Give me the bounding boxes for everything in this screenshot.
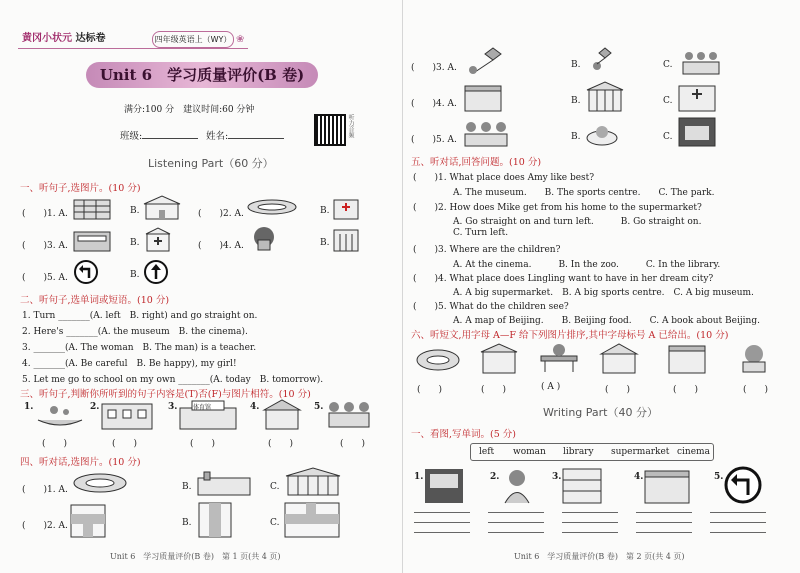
word-library: library <box>563 447 594 457</box>
q4-label: ( )4. A. <box>198 241 244 251</box>
w-num-1: 1. <box>414 472 424 482</box>
s2-item-2: 2. Here's _______(A. the museum B. the cinema). <box>22 327 248 337</box>
s4-q5-c-label: C. <box>663 132 673 142</box>
straight-on-sign-icon <box>144 260 168 284</box>
write-line-1a[interactable] <box>414 512 470 513</box>
s4-q4-label: ( )4. A. <box>411 99 457 109</box>
q4-b-label: B. <box>320 238 330 248</box>
children-group-icon <box>324 398 374 430</box>
s5-q1-opts: A. The museum. B. The sports centre. C. The park. <box>453 188 715 198</box>
write-line-4b[interactable] <box>636 522 692 523</box>
tree-house-icon <box>248 226 280 252</box>
s5-q4-opts: A. A big supermarket. B. A big sports centre. C. A big museum. <box>453 288 754 298</box>
library-building-icon <box>667 344 707 374</box>
s5-q4: ( )4. What place does Lingling want to have in her dream city? <box>413 274 714 284</box>
write-line-5c[interactable] <box>710 532 766 533</box>
supermarket-building-icon <box>463 82 503 112</box>
word-left: left <box>479 447 495 457</box>
write-line-3b[interactable] <box>562 522 618 523</box>
library-scene-icon <box>562 468 602 504</box>
stadium-icon <box>72 472 128 494</box>
s6-answer-3[interactable]: ( A ) <box>541 382 561 392</box>
swirl-icon: ❀ <box>236 34 245 45</box>
school-building-icon <box>142 194 182 220</box>
grade-tab: 四年级英语上（WY） <box>152 31 234 48</box>
q3-b-label: B. <box>130 238 140 248</box>
s5-q5: ( )5. What do the children see? <box>413 302 569 312</box>
s4-q3-label: ( )3. A. <box>411 63 457 73</box>
section-3-title: 三、听句子,判断你所听到的句子内容是(T)否(F)与图片相符。(10 分) <box>20 389 311 400</box>
header-rule <box>18 48 248 49</box>
writing-section-1-title: 一、看图,写单词。(5 分) <box>411 429 516 440</box>
s4-q4-c-label: C. <box>663 96 673 106</box>
road-turn-left-map-icon <box>70 504 106 538</box>
word-supermarket: supermarket <box>611 447 670 457</box>
write-line-5b[interactable] <box>710 522 766 523</box>
s5-q3: ( )3. Where are the children? <box>413 245 561 255</box>
boat-scene-icon <box>34 400 86 430</box>
w-num-4: 4. <box>634 472 644 482</box>
s3-paren-1[interactable]: ( ) <box>42 439 68 449</box>
s5-q5-opts: A. A map of Beijing. B. Beijing food. C. A book about Beijing. <box>453 316 760 326</box>
s4-q1-label: ( )1. A. <box>22 485 68 495</box>
museum-building-icon <box>599 342 639 374</box>
city-map-icon <box>677 116 717 148</box>
supermarket-scene-icon <box>644 468 690 504</box>
s4-q1-c-label: C. <box>270 482 280 492</box>
museum-building-icon <box>284 466 342 496</box>
qr-label: 听力音频 <box>347 114 354 138</box>
s3-num-4: 4. <box>250 402 260 412</box>
score-meta: 满分:100 分 建议时间:60 分钟 <box>124 105 255 115</box>
s2-item-5: 5. Let me go to school on my own _______(A. today B. tomorrow). <box>22 375 324 385</box>
s6-answer-2[interactable]: ( ) <box>481 385 507 395</box>
write-line-4a[interactable] <box>636 512 692 513</box>
write-line-2b[interactable] <box>488 522 544 523</box>
s3-num-2: 2. <box>90 402 100 412</box>
s3-paren-5[interactable]: ( ) <box>340 439 366 449</box>
s2-item-3: 3. _______(A. The woman B. The man) is a teacher. <box>22 343 257 353</box>
museum-building-icon <box>585 80 625 112</box>
write-line-3a[interactable] <box>562 512 618 513</box>
s6-answer-4[interactable]: ( ) <box>605 385 631 395</box>
s4-q3-b-label: B. <box>571 60 581 70</box>
s4-q3-c-label: C. <box>663 60 673 70</box>
write-line-1c[interactable] <box>414 532 470 533</box>
food-plate-icon <box>585 118 619 148</box>
library-building-icon <box>332 226 360 252</box>
zoo-animal-icon <box>737 342 771 374</box>
kite-child-icon <box>587 46 617 76</box>
brand-logo: 黄冈小状元 达标卷 <box>22 33 106 44</box>
write-line-5a[interactable] <box>710 512 766 513</box>
section-2-title: 二、听句子,选单词或短语。(10 分) <box>20 295 170 306</box>
left-footer: Unit 6 学习质量评价(B 卷) 第 1 页(共 4 页) <box>110 552 281 561</box>
s5-q2: ( )2. How does Mike get from his home to the supermarket? <box>413 203 702 213</box>
stadium-icon <box>415 344 461 374</box>
word-woman: woman <box>513 447 546 457</box>
s3-num-3: 3. <box>168 402 178 412</box>
s4-q1-b-label: B. <box>182 482 192 492</box>
s5-q2-opts2: C. Turn left. <box>453 228 509 238</box>
qr-code-icon[interactable] <box>314 114 346 146</box>
w-num-5: 5. <box>714 472 724 482</box>
word-cinema: cinema <box>677 447 710 457</box>
right-footer: Unit 6 学习质量评价(B 卷) 第 2 页(共 4 页) <box>514 552 685 561</box>
children-reading-icon <box>461 118 511 148</box>
listening-part-title: Listening Part（60 分） <box>148 157 274 170</box>
q1-b-label: B. <box>130 206 140 216</box>
s4-q5-label: ( )5. A. <box>411 135 457 145</box>
section-4-title: 四、听对话,选图片。(10 分) <box>20 457 141 468</box>
shop-building-icon <box>100 400 154 430</box>
write-line-2a[interactable] <box>488 512 544 513</box>
section-6-title: 六、听短文,用字母 A—F 给下列图片排序,其中字母标号 A 已给出。(10 分) <box>411 330 729 341</box>
page-title: Unit 6 学习质量评价(B 卷) <box>86 62 318 88</box>
cinema-scene-icon <box>424 468 464 504</box>
s3-num-1: 1. <box>24 402 34 412</box>
q5-b-label: B. <box>130 270 140 280</box>
s2-item-4: 4. _______(A. Be careful B. Be happy), my girl! <box>22 359 237 369</box>
turn-left-sign-icon <box>724 466 762 504</box>
s6-answer-5[interactable]: ( ) <box>673 385 699 395</box>
s3-paren-4[interactable]: ( ) <box>268 439 294 449</box>
s6-answer-6[interactable]: ( ) <box>743 385 769 395</box>
s4-q2-b-label: B. <box>182 518 192 528</box>
class-field[interactable]: 班级: <box>120 128 198 142</box>
hospital-building-icon <box>332 194 360 220</box>
s3-num-5: 5. <box>314 402 324 412</box>
write-line-3c[interactable] <box>562 532 618 533</box>
road-straight-map-icon <box>198 502 232 538</box>
turn-left-sign-icon <box>74 260 98 284</box>
q5-label: ( )5. A. <box>22 273 68 283</box>
write-line-1b[interactable] <box>414 522 470 523</box>
cinema-building-icon <box>72 228 112 252</box>
kite-flying-icon <box>463 46 507 76</box>
house-icon <box>262 398 302 430</box>
s5-q3-opts: A. At the cinema. B. In the zoo. C. In the library. <box>453 260 721 270</box>
section-1-title: 一、听句子,选图片。(10 分) <box>20 183 141 194</box>
q1-label: ( )1. A. <box>22 209 68 219</box>
office-building-icon <box>72 196 112 220</box>
s4-q4-b-label: B. <box>571 96 581 106</box>
q2-label: ( )2. A. <box>198 209 244 219</box>
woman-icon <box>500 468 534 504</box>
family-picnic-icon <box>679 46 723 76</box>
w-num-3: 3. <box>552 472 562 482</box>
word-bank <box>470 443 714 461</box>
s6-answer-1[interactable]: ( ) <box>417 385 443 395</box>
writing-part-title: Writing Part（40 分） <box>543 406 658 419</box>
hospital-building-icon <box>677 80 717 112</box>
q2-b-label: B. <box>320 206 330 216</box>
school-building-icon <box>479 342 519 374</box>
factory-building-icon <box>196 470 252 496</box>
w-num-2: 2. <box>490 472 500 482</box>
write-line-2c[interactable] <box>488 532 544 533</box>
s4-q2-label: ( )2. A. <box>22 521 68 531</box>
park-bench-icon <box>539 342 579 374</box>
gym-sign: 体育馆 <box>193 404 212 411</box>
s5-q1: ( )1. What place does Amy like best? <box>413 173 595 183</box>
road-turn-right-map-icon <box>284 502 340 538</box>
q3-label: ( )3. A. <box>22 241 68 251</box>
s4-q2-c-label: C. <box>270 518 280 528</box>
s3-paren-2[interactable]: ( ) <box>112 439 138 449</box>
stadium-icon <box>246 198 298 216</box>
s3-paren-3[interactable]: ( ) <box>190 439 216 449</box>
s2-item-1: 1. Turn _______(A. left B. right) and go straight on. <box>22 311 258 321</box>
name-field[interactable]: 姓名: <box>206 128 284 142</box>
s5-q2-opts: A. Go straight on and turn left. B. Go straight on. <box>453 217 702 227</box>
section-5-title: 五、听对话,回答问题。(10 分) <box>411 157 542 168</box>
s4-q5-b-label: B. <box>571 132 581 142</box>
clinic-building-icon <box>144 226 172 252</box>
write-line-4c[interactable] <box>636 532 692 533</box>
